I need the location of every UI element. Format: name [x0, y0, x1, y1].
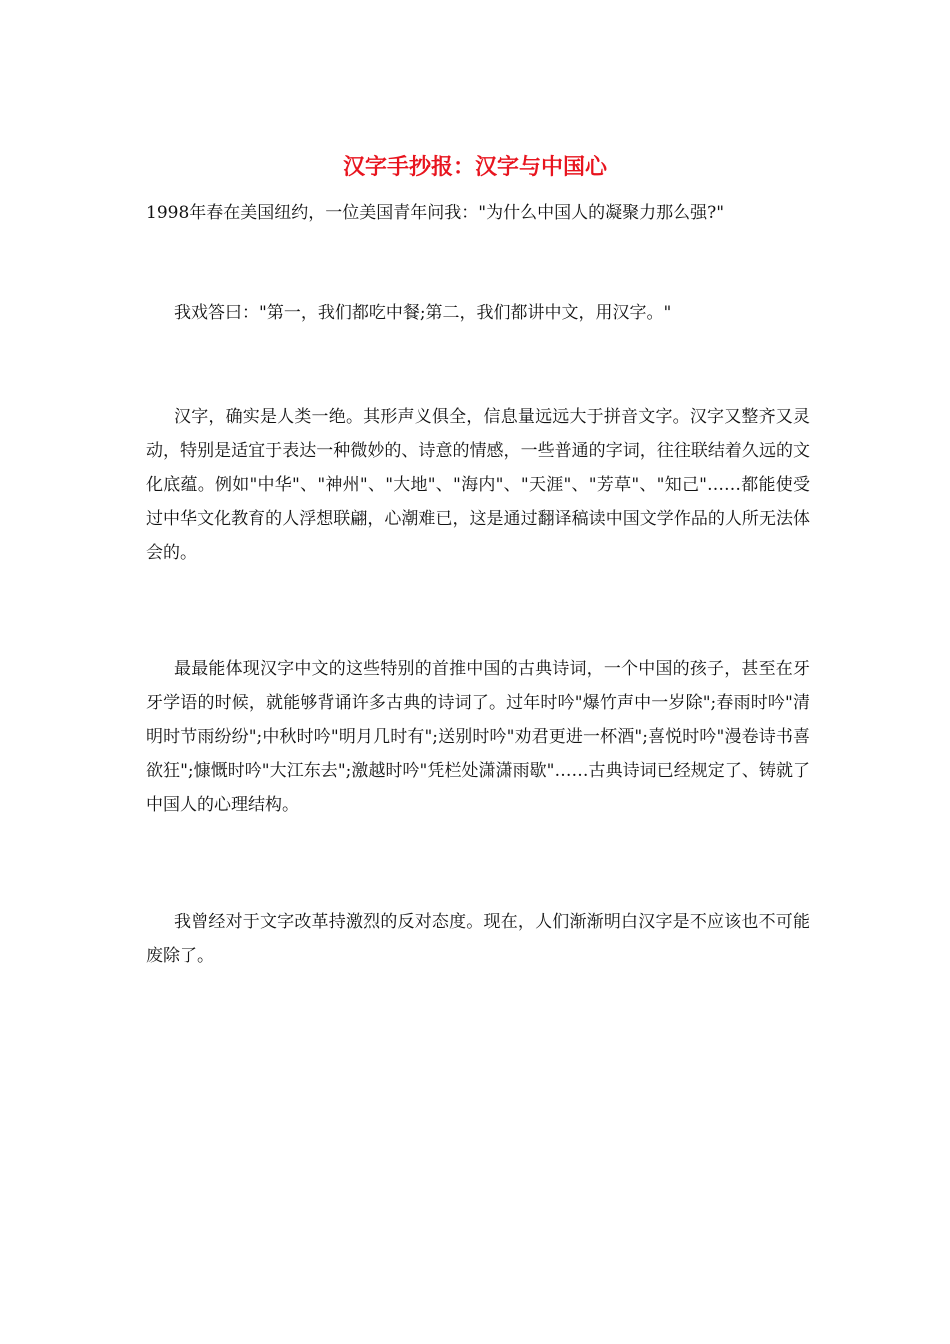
paragraph-reform: 我曾经对于文字改革持激烈的反对态度。现在，人们渐渐明白汉字是不应该也不可能废除了。: [146, 912, 810, 966]
paragraph-answer: 我戏答曰："第一，我们都吃中餐;第二，我们都讲中文，用汉字。": [174, 303, 672, 323]
paragraph-hanzi: 汉字，确实是人类一绝。其形声义俱全，信息量远远大于拼音文字。汉字又整齐又灵动，特别是适宜于表达一种微妙的、诗意的情感，一些普通的字词，往往联结着久远的文化底蕴。例如"中华"、"神州"、"大地"、"海内"、"天涯"、"芳草"、"知己"……都能使受过中华文化教育的人浮想联翩，心潮难已，这是通过翻译稿读中国文学作品的人所无法体会的。: [146, 407, 810, 563]
paragraph-intro: 1998年春在美国纽约，一位美国青年问我："为什么中国人的凝聚力那么强?": [146, 203, 725, 223]
document-title: 汉字手抄报：汉字与中国心: [342, 154, 607, 180]
paragraph-poetry: 最最能体现汉字中文的这些特别的首推中国的古典诗词，一个中国的孩子，甚至在牙牙学语的时候，就能够背诵许多古典的诗词了。过年时吟"爆竹声中一岁除";春雨时吟"清明时节雨纷纷";中秋时吟"明月几时有";送别时吟"劝君更进一杯酒";喜悦时吟"漫卷诗书喜欲狂";慷慨时吟"大江东去";激越时吟"凭栏处潇潇雨歇"……古典诗词已经规定了、铸就了中国人的心理结构。: [146, 659, 810, 815]
